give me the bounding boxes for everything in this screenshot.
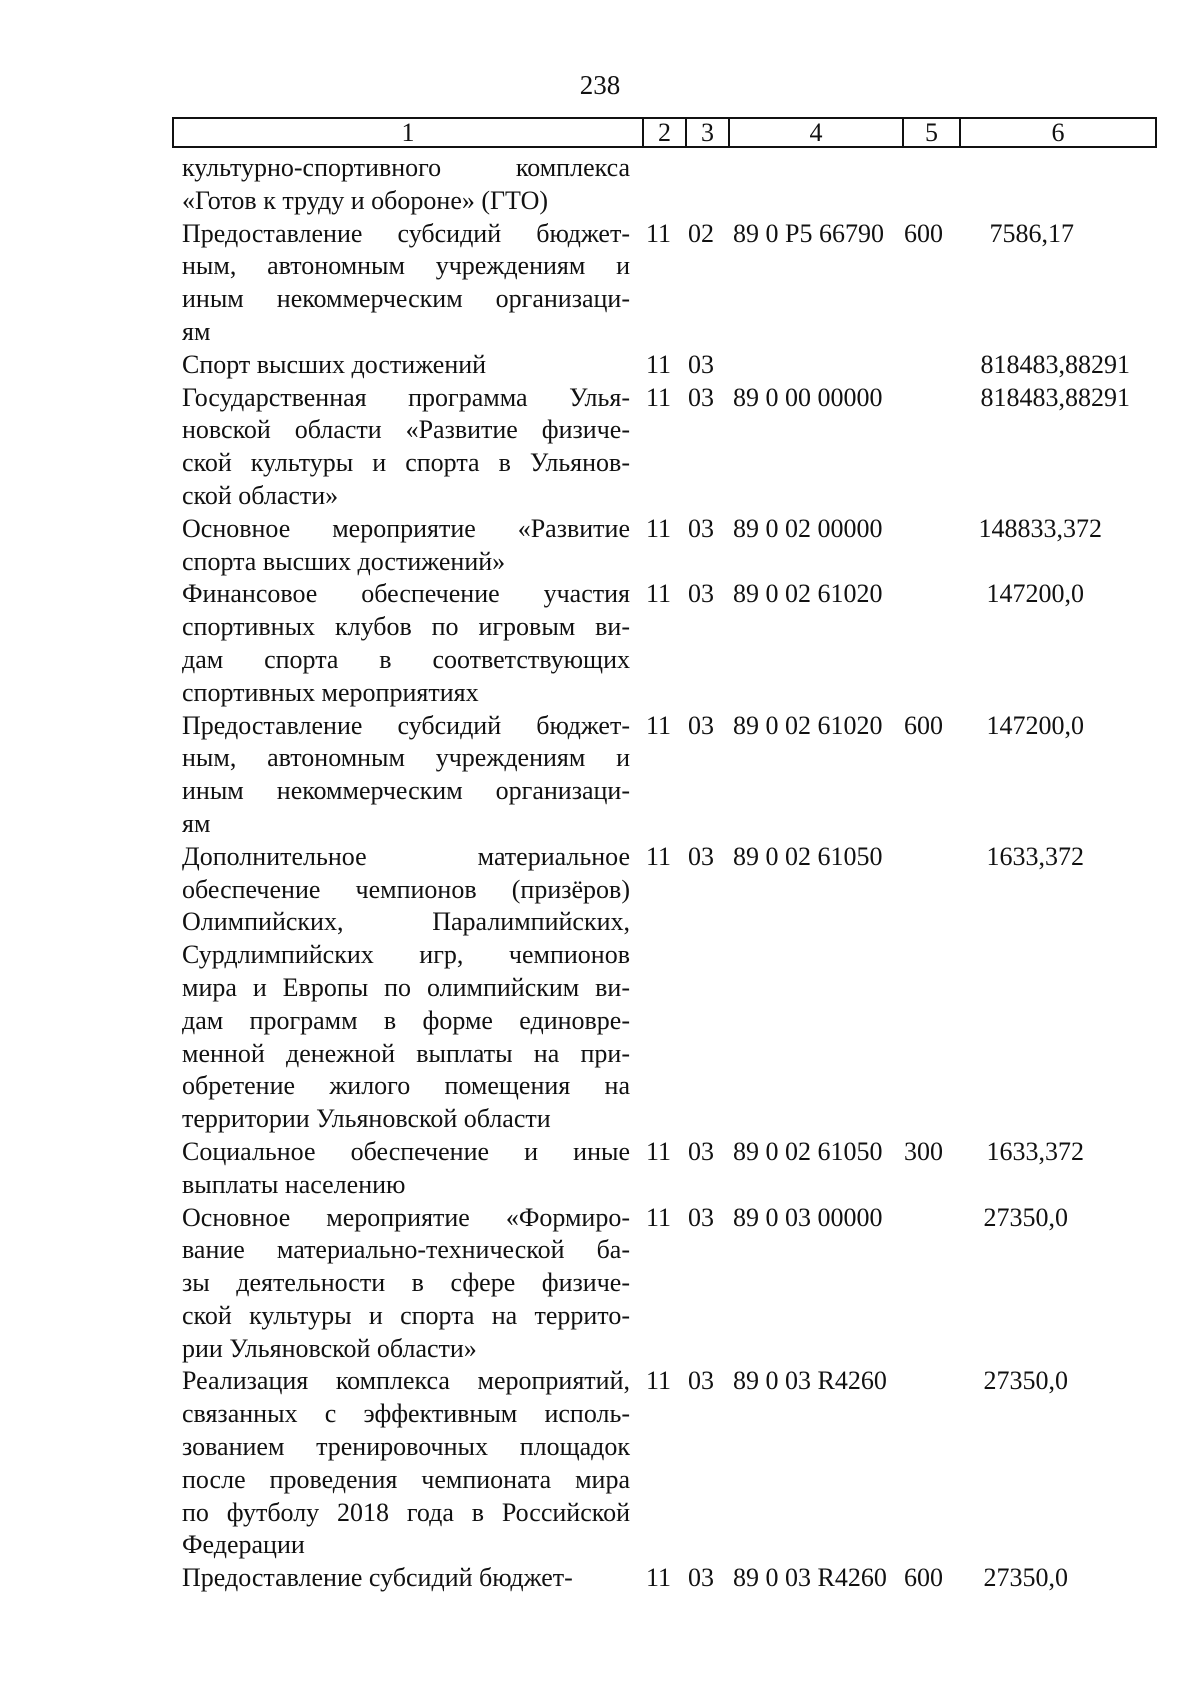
section-code: 11 <box>646 1202 672 1232</box>
description-line: культурно-спортивного комплекса <box>182 153 630 182</box>
amount: 818483,88291 <box>980 382 1130 412</box>
target-article-code: 89 0 02 61020 <box>733 579 883 609</box>
row-description <box>182 578 630 709</box>
table-row <box>0 1202 1200 1366</box>
table-row <box>0 841 1200 1136</box>
description-line: спорта высших достижений» <box>182 546 506 576</box>
row-description <box>182 1136 630 1202</box>
amount: 147200,0 <box>986 710 1084 740</box>
expense-type-code: 600 <box>904 218 943 248</box>
description-line: обретение жилого помещения на <box>182 1071 630 1101</box>
description-line: ской культуры и спорта на террито- <box>182 1300 630 1330</box>
description-line: после проведения чемпионата мира <box>182 1464 630 1494</box>
row-description <box>182 710 630 841</box>
section-code: 11 <box>646 349 672 379</box>
description-line: Основное мероприятие «Формиро- <box>182 1202 630 1232</box>
table-body <box>0 152 1200 1595</box>
header-col-4: 4 <box>730 119 904 146</box>
table-header <box>172 117 1157 148</box>
table-row <box>0 1562 1200 1595</box>
description-line: зы деятельности в сфере физиче- <box>182 1268 630 1298</box>
description-line: вание материально-технической ба- <box>182 1235 630 1265</box>
description-line: Государственная программа Улья- <box>182 382 630 412</box>
description-line: «Готов к труду и обороне» (ГТО) <box>182 185 549 215</box>
description-line: Дополнительное материальное <box>182 841 630 871</box>
description-line: территории Ульяновской области <box>182 1104 551 1134</box>
subsection-code: 03 <box>688 579 714 609</box>
description-line: Сурдлимпийских игр, чемпионов <box>182 940 630 970</box>
table-row <box>0 1365 1200 1562</box>
expense-type-code: 300 <box>904 1136 943 1166</box>
section-code: 11 <box>646 1366 672 1396</box>
description-line: выплаты населению <box>182 1169 406 1199</box>
row-description <box>182 1365 630 1562</box>
row-description <box>182 1562 630 1595</box>
description-line: Предоставление субсидий бюджет- <box>182 218 630 248</box>
table-row <box>0 1136 1200 1202</box>
target-article-code: 89 0 02 61020 <box>733 710 883 740</box>
description-line: Спорт высших достижений <box>182 349 487 379</box>
row-description <box>182 513 630 579</box>
target-article-code: 89 0 02 61050 <box>733 1136 883 1166</box>
page-number: 238 <box>579 70 621 100</box>
description-line: Федерации <box>182 1530 305 1560</box>
header-col-6: 6 <box>1051 118 1065 147</box>
description-line: зованием тренировочных площадок <box>182 1432 630 1462</box>
table-row <box>0 710 1200 841</box>
section-code: 11 <box>646 841 672 871</box>
amount: 1633,372 <box>986 1136 1084 1166</box>
table-row <box>0 513 1200 579</box>
section-code: 11 <box>646 579 672 609</box>
table-row <box>0 152 1200 218</box>
description-line: Предоставление субсидий бюджет- <box>182 1563 573 1593</box>
subsection-code: 03 <box>688 1563 714 1593</box>
target-article-code: 89 0 00 00000 <box>733 382 883 412</box>
description-line: дам программ в форме единовре- <box>182 1005 630 1035</box>
amount: 27350,0 <box>983 1366 1068 1396</box>
section-code: 11 <box>646 710 672 740</box>
table-row <box>0 349 1200 382</box>
section-code: 11 <box>646 513 672 543</box>
description-line: ным, автономным учреждениям и <box>182 251 630 281</box>
table-row <box>0 578 1200 709</box>
header-col-3: 3 <box>687 119 730 146</box>
description-line: Основное мероприятие «Развитие <box>182 513 630 543</box>
description-line: Социальное обеспечение и иные <box>182 1136 630 1166</box>
target-article-code: 89 0 03 R4260 <box>733 1366 887 1396</box>
subsection-code: 03 <box>688 1136 714 1166</box>
target-article-code: 89 0 02 00000 <box>733 513 883 543</box>
amount: 147200,0 <box>986 579 1084 609</box>
description-line: новской области «Развитие физиче- <box>182 415 630 445</box>
section-code: 11 <box>646 218 672 248</box>
section-code: 11 <box>646 1136 672 1166</box>
row-description <box>182 382 630 513</box>
description-line: ным, автономным учреждениям и <box>182 743 630 773</box>
description-line: ям <box>182 316 211 346</box>
row-description <box>182 218 630 349</box>
description-line: иным некоммерческим организаци- <box>182 776 630 806</box>
subsection-code: 03 <box>688 1366 714 1396</box>
header-col-5: 5 <box>904 119 961 146</box>
subsection-code: 03 <box>688 349 714 379</box>
amount: 27350,0 <box>983 1202 1068 1232</box>
target-article-code: 89 0 03 00000 <box>733 1202 883 1232</box>
amount: 818483,88291 <box>980 349 1130 379</box>
row-description <box>182 349 630 382</box>
description-line: рии Ульяновской области» <box>182 1333 477 1363</box>
subsection-code: 03 <box>688 513 714 543</box>
subsection-code: 02 <box>688 218 714 248</box>
description-line: ской области» <box>182 480 339 510</box>
amount: 7586,17 <box>989 218 1074 248</box>
description-line: ской культуры и спорта в Ульянов- <box>182 448 630 478</box>
description-line: Олимпийских, Паралимпийских, <box>182 907 630 937</box>
description-line: связанных с эффективным исполь- <box>182 1399 630 1429</box>
description-line: Финансовое обеспечение участия <box>182 579 630 609</box>
description-line: Предоставление субсидий бюджет- <box>182 710 630 740</box>
description-line: ям <box>182 808 211 838</box>
target-article-code: 89 0 P5 66790 <box>733 218 884 248</box>
description-line: Реализация комплекса мероприятий, <box>182 1366 630 1396</box>
table-row <box>0 218 1200 349</box>
description-line: спортивных клубов по игровым ви- <box>182 612 630 642</box>
row-description <box>182 152 630 218</box>
section-code: 11 <box>646 382 672 412</box>
expense-type-code: 600 <box>904 710 943 740</box>
description-line: мира и Европы по олимпийским ви- <box>182 972 630 1002</box>
description-line: иным некоммерческим организаци- <box>182 284 630 314</box>
subsection-code: 03 <box>688 710 714 740</box>
description-line: спортивных мероприятиях <box>182 677 479 707</box>
description-line: по футболу 2018 года в Российской <box>182 1497 630 1527</box>
subsection-code: 03 <box>688 841 714 871</box>
header-col-1: 1 <box>174 119 644 146</box>
description-line: дам спорта в соответствующих <box>182 644 630 674</box>
row-description <box>182 841 630 1136</box>
expense-type-code: 600 <box>904 1563 943 1593</box>
target-article-code: 89 0 03 R4260 <box>733 1563 887 1593</box>
target-article-code: 89 0 02 61050 <box>733 841 883 871</box>
amount: 27350,0 <box>983 1563 1068 1593</box>
subsection-code: 03 <box>688 382 714 412</box>
header-col-2: 2 <box>644 119 687 146</box>
row-description <box>182 1202 630 1366</box>
table-row <box>0 382 1200 513</box>
description-line: обеспечение чемпионов (призёров) <box>182 874 630 904</box>
description-line: менной денежной выплаты на при- <box>182 1038 630 1068</box>
amount: 148833,372 <box>978 513 1102 543</box>
amount: 1633,372 <box>986 841 1084 871</box>
subsection-code: 03 <box>688 1202 714 1232</box>
section-code: 11 <box>646 1563 672 1593</box>
